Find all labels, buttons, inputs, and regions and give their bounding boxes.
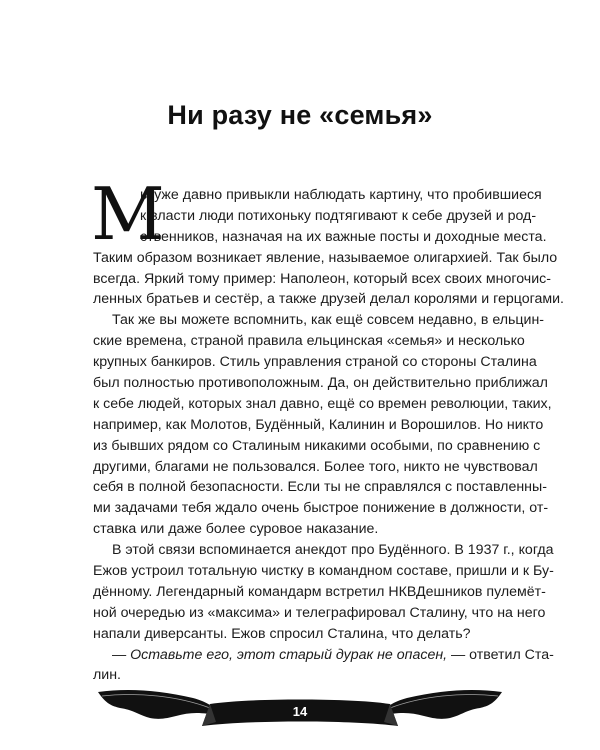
text-line: из бывших рядом со Сталиным никакими особыми, по сравнению с: [93, 437, 541, 454]
text-line: всегда. Яркий тому пример: Наполеон, который всех своих многочис-: [93, 270, 551, 287]
text-line: напали диверсанты. Ежов спросил Сталина, что делать?: [93, 625, 471, 642]
text-line: ы уже давно привыкли наблюдать картину, что пробившиеся: [140, 187, 542, 203]
chapter-title: Ни разу не «семья»: [167, 100, 433, 130]
text-line: например, как Молотов, Будённый, Калинин и Ворошилов. Но никто: [93, 416, 544, 433]
dialogue-quote: Оставьте его, этот старый дурак не опасен,: [130, 646, 448, 663]
text-line: ставка или даже более суровое наказание.: [93, 521, 379, 538]
text-line: В этой связи вспоминается анекдот про Будённого. В 1937 г., когда: [112, 542, 554, 559]
text-line: другими, благами не пользовался. Более того, никто не чувствовал: [93, 458, 538, 475]
text-line: Таким образом возникает явление, называемое олигархией. Так было: [93, 249, 558, 266]
dialogue-dash: —: [112, 646, 131, 663]
text-line: лин.: [93, 667, 121, 684]
text-line: к власти люди потихоньку подтягивают к себе друзей и род-: [140, 207, 537, 224]
text-line: ские времена, страной правила ельцинская «семья» и несколько: [93, 333, 525, 350]
text-line: был полностью противоположным. Да, он действительно приближал: [93, 375, 548, 392]
body-text: [91, 172, 564, 686]
page-number: 14: [292, 704, 308, 719]
text-line: Ежов устроил тотальную чистку в командном составе, пришли и к Бу-: [93, 563, 554, 580]
text-line: ленных братьев и сестёр, а также друзей делал королями и герцогами.: [93, 291, 564, 308]
text-line: ной очередью из «максима» и телеграфировал Сталину, что на него: [93, 604, 546, 621]
text-line: к себе людей, которых знал давно, ещё со времен революции, таких,: [93, 395, 552, 412]
text-line: ми задачами тебя ждало очень быстрое понижение в должности, от-: [93, 500, 549, 517]
text-line: Так же вы можете вспомнить, как ещё совсем недавно, в ельцин-: [112, 312, 545, 329]
dialogue-tail: — ответил Ста-: [447, 646, 554, 663]
page-footer-ribbon: [98, 682, 502, 740]
text-line: ственников, назначая на их важные посты и доходные места.: [140, 228, 547, 245]
text-line: крупных банкиров. Стиль управления страной со стороны Сталина: [93, 354, 537, 371]
dialogue-line: [93, 645, 554, 666]
text-line: дённому. Легендарный командарм встретил НКВДешников пулемёт-: [93, 583, 546, 600]
drop-cap: М: [91, 172, 165, 256]
text-line: себя в полной безопасности. Если ты не справлялся с поставленны-: [93, 479, 547, 496]
